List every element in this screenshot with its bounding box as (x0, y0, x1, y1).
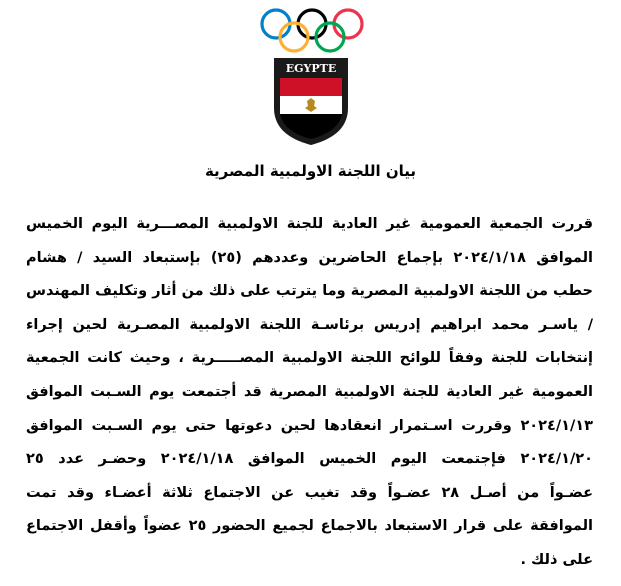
body-line: إنتخابات للجنة وفقاً للوائح اللجنة الاولمبية المصـــــرية ، وحيث كانت الجمعية (26, 350, 593, 367)
body-line: على ذلك . (520, 551, 593, 568)
body-line: قررت الجمعية العمومية غير العادية للجنة الاولمبية المصـــرية اليوم الخميس (26, 216, 593, 232)
flag-red-stripe (280, 78, 342, 96)
body-line: عضـواً من أصـل ٢٨ عضـواً وقد تغيب عن الاجتماع ثلاثة أعضـاء وقد تمت (26, 484, 593, 501)
body-line: العمومية غير العادية للجنة الاولمبية المصرية قد أجتمعت يوم السـبت الموافق (26, 383, 593, 400)
shield-text: EGYPTE (285, 62, 337, 75)
document-title: بيان اللجنة الاولمبية المصرية (204, 162, 417, 180)
body-line: الموافق ٢٠٢٤/١/١٨ بإجماع الحاضرين وعددهم (٢٥) بإستبعاد السيد / هشام (26, 249, 593, 266)
body-line: ٢٠٢٤/١/٢٠ فإجتمعت اليوم الخميس الموافق ٢٠٢٤/١/١٨ وحضـر عدد ٢٥ (26, 451, 593, 468)
body-line: ٢٠٢٤/١/١٣ وقررت اسـتمرار انعقادها لحين دعوتها حتى يوم السـبت الموافق (26, 417, 593, 434)
body-line: حطب من اللجنة الاولمبية المصرية وما يترتب على ذلك من أثار وتكليف المهندس (26, 283, 593, 300)
egypt-shield-logo (272, 56, 350, 146)
document-body (26, 208, 593, 578)
olympic-rings-logo (256, 6, 368, 54)
body-line: / ياسـر محمد ابراهيم إدريس برئاسـة اللجنة الاولمبية المصـرية لحين إجراء (26, 316, 593, 333)
body-line: الموافقة على قرار الاستبعاد بالاجماع لجميع الحضور ٢٥ عضواً وأقفل الاجتماع (26, 518, 593, 535)
